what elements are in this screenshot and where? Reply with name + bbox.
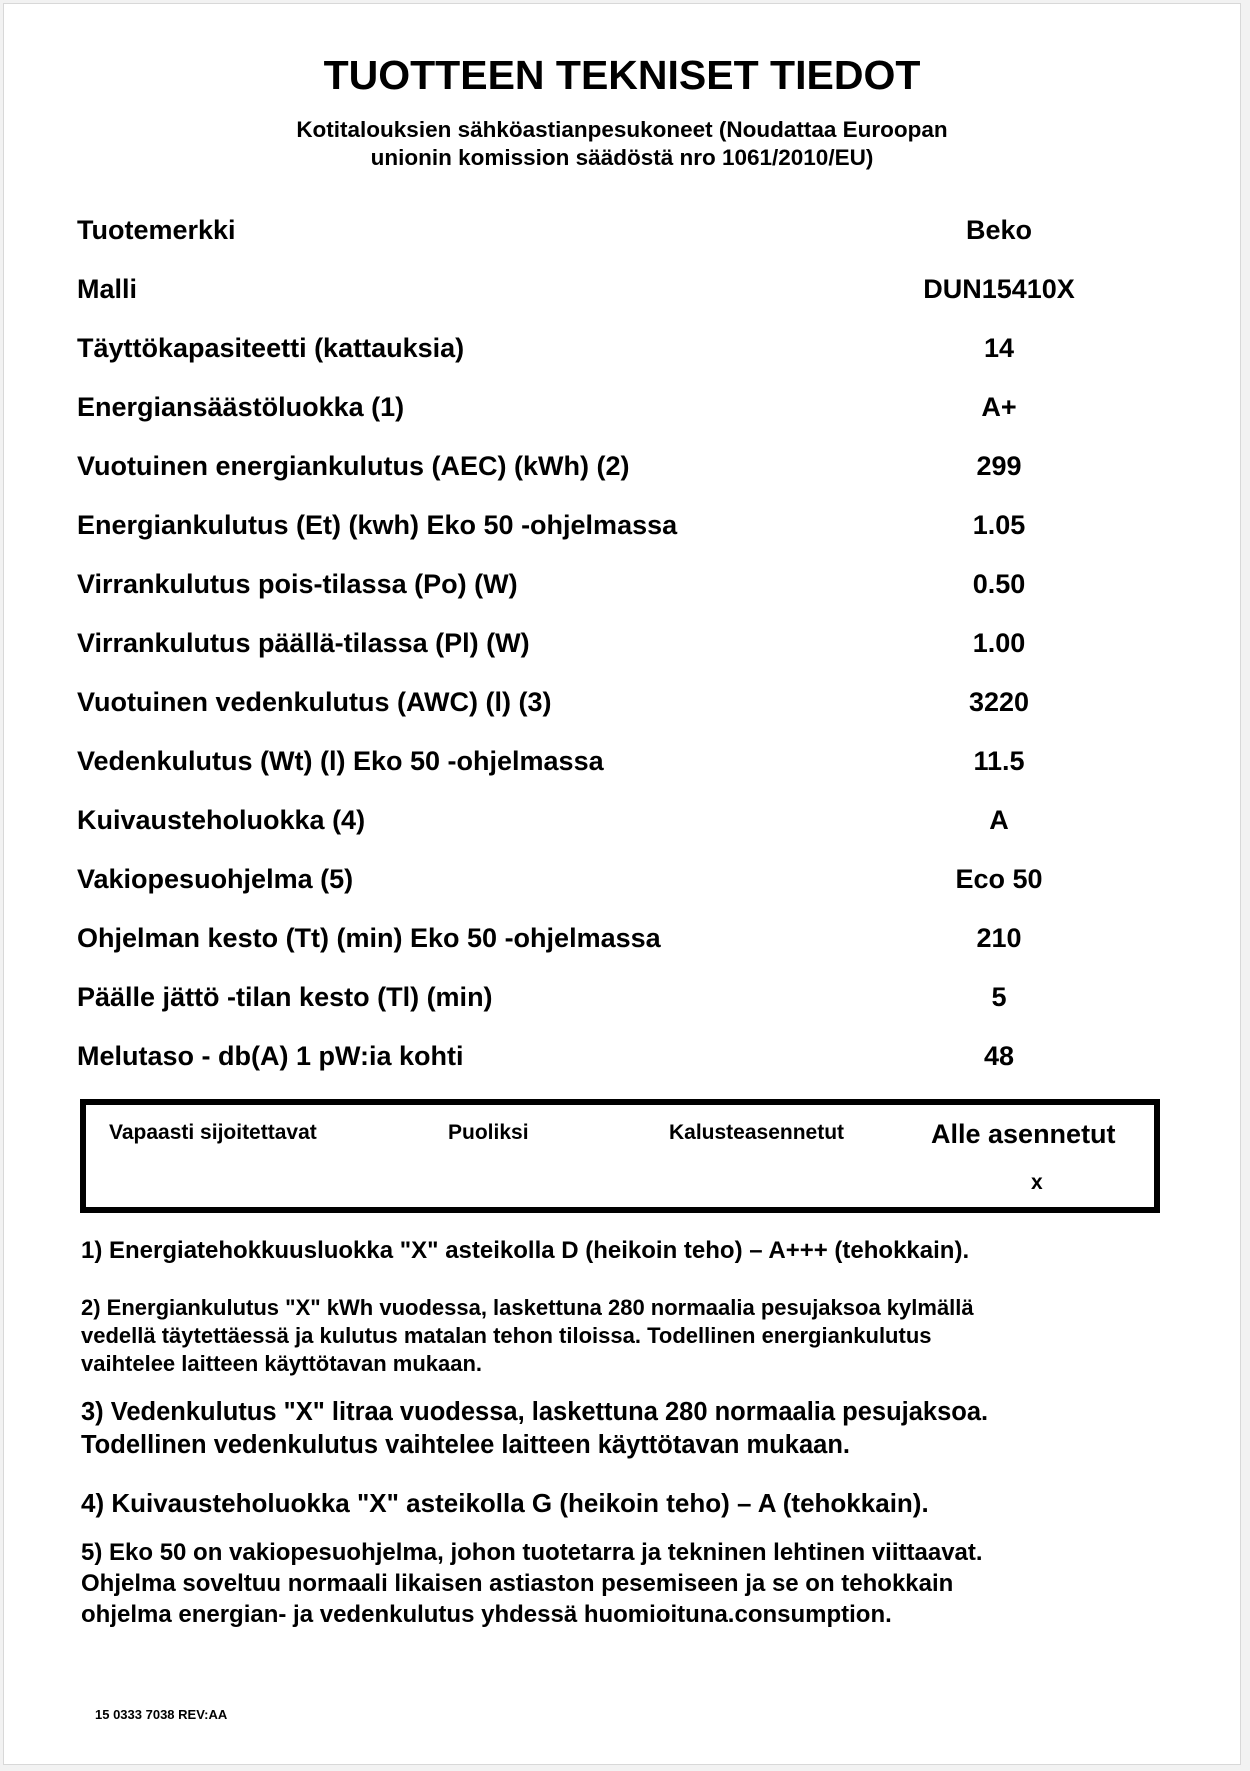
spec-row [4, 510, 1240, 550]
installation-option-freestanding: Vapaasti sijoitettavat [109, 1121, 317, 1144]
spec-row [4, 215, 1240, 255]
installation-option-undercounter: Alle asennetut [931, 1119, 1116, 1149]
spec-label: Vuotuinen energiankulutus (AEC) (kWh) (2) [77, 451, 630, 481]
spec-label: Ohjelman kesto (Tt) (min) Eko 50 -ohjelmassa [77, 923, 661, 953]
document-page [3, 3, 1241, 1765]
spec-row [4, 451, 1240, 491]
spec-label: Vuotuinen vedenkulutus (AWC) (l) (3) [77, 687, 552, 717]
spec-value: 48 [983, 1041, 1015, 1071]
note-5-line: Ohjelma soveltuu normaali likaisen astiaston pesemiseen ja se on tehokkain [81, 1570, 954, 1597]
spec-label: Virrankulutus pois-tilassa (Po) (W) [77, 569, 518, 599]
spec-row [4, 687, 1240, 727]
spec-value: Eco 50 [955, 864, 1043, 894]
subtitle-line-1: Kotitalouksien sähköastianpesukoneet (Noudattaa Euroopan [296, 117, 948, 142]
installation-option-integrated: Kalusteasennetut [669, 1121, 845, 1144]
spec-value: A [989, 805, 1009, 835]
note-2-line: vedellä täytettäessä ja kulutus matalan tehon tiloissa. Todellinen energiankulutus [81, 1323, 932, 1348]
note-5-line: 5) Eko 50 on vakiopesuohjelma, johon tuotetarra ja tekninen lehtinen viittaavat. [81, 1539, 983, 1566]
spec-label: Kuivausteholuokka (4) [77, 805, 366, 835]
spec-value: 14 [983, 333, 1015, 363]
spec-row [4, 569, 1240, 609]
spec-row [4, 746, 1240, 786]
spec-value: 11.5 [973, 746, 1025, 776]
note-5-line: ohjelma energian- ja vedenkulutus yhdessä huomioituna.consumption. [81, 1601, 892, 1628]
spec-row [4, 805, 1240, 845]
installation-option-semi: Puoliksi [448, 1121, 529, 1144]
note-2-line: vaihtelee laitteen käyttötavan mukaan. [81, 1351, 483, 1376]
spec-label: Malli [77, 274, 138, 304]
spec-value: Beko [965, 215, 1033, 245]
spec-label: Melutaso - db(A) 1 pW:ia kohti [77, 1041, 464, 1071]
spec-value: 0.50 [972, 569, 1026, 599]
spec-row [4, 923, 1240, 963]
document-code: 15 0333 7038 REV:AA [95, 1707, 228, 1722]
installation-type-box [80, 1099, 1160, 1213]
note-3-line: Todellinen vedenkulutus vaihtelee laitteen käyttötavan mukaan. [81, 1431, 850, 1459]
spec-label: Täyttökapasiteetti (kattauksia) [77, 333, 465, 363]
spec-value: 299 [976, 451, 1022, 481]
note-1: 1) Energiatehokkuusluokka "X" asteikolla D (heikoin teho) – A+++ (tehokkain). [81, 1237, 970, 1264]
subtitle-line-2: unionin komission säädöstä nro 1061/2010/EU) [370, 145, 874, 170]
spec-value: 5 [991, 982, 1007, 1012]
spec-value: 210 [976, 923, 1022, 953]
spec-value: 3220 [968, 687, 1030, 717]
spec-row [4, 333, 1240, 373]
spec-row [4, 982, 1240, 1022]
spec-label: Energiansäästöluokka (1) [77, 392, 405, 422]
spec-row [4, 864, 1240, 904]
spec-row [4, 1041, 1240, 1081]
spec-row [4, 392, 1240, 432]
spec-row [4, 274, 1240, 314]
note-2-line: 2) Energiankulutus "X" kWh vuodessa, laskettuna 280 normaalia pesujaksoa kylmällä [81, 1295, 974, 1320]
spec-row [4, 628, 1240, 668]
spec-value: A+ [981, 392, 1017, 422]
spec-value: 1.00 [972, 628, 1026, 658]
note-3 [81, 1396, 988, 1462]
spec-label: Vakiopesuohjelma (5) [77, 864, 354, 894]
note-2 [81, 1294, 974, 1378]
spec-label: Vedenkulutus (Wt) (l) Eko 50 -ohjelmassa [77, 746, 604, 776]
spec-label: Tuotemerkki [77, 215, 236, 245]
spec-label: Energiankulutus (Et) (kwh) Eko 50 -ohjelmassa [77, 510, 678, 540]
note-3-line: 3) Vedenkulutus "X" litraa vuodessa, laskettuna 280 normaalia pesujaksoa. [81, 1398, 989, 1426]
spec-value: 1.05 [972, 510, 1026, 540]
spec-value: DUN15410X [923, 274, 1075, 304]
note-4: 4) Kuivausteholuokka "X" asteikolla G (heikoin teho) – A (tehokkain). [81, 1488, 929, 1518]
page-subtitle [4, 116, 1240, 172]
installation-selected-mark: x [1031, 1171, 1043, 1194]
spec-label: Virrankulutus päällä-tilassa (Pl) (W) [77, 628, 530, 658]
note-5 [81, 1537, 983, 1630]
page-title: TUOTTEEN TEKNISET TIEDOT [323, 52, 921, 98]
spec-label: Päälle jättö -tilan kesto (Tl) (min) [77, 982, 493, 1012]
